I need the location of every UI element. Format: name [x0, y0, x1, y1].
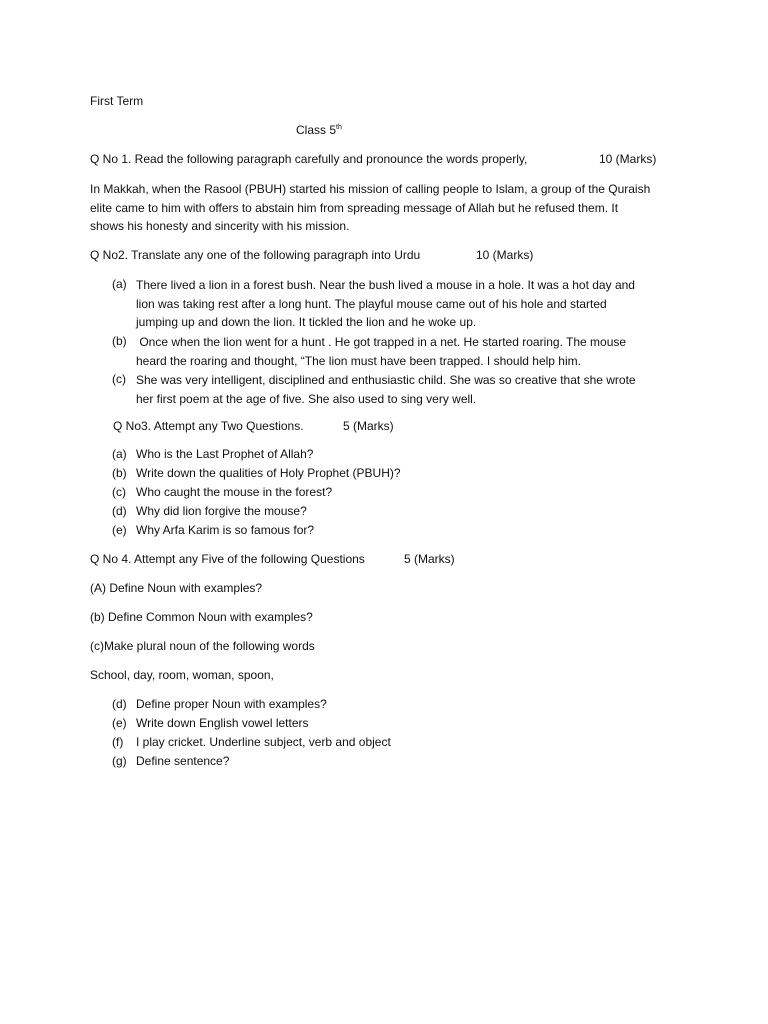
item-label: (b) [112, 334, 127, 348]
item-label: (f) [112, 735, 124, 749]
class-title [296, 122, 342, 138]
item-text: Write down the qualities of Holy Prophet (PBUH)? [136, 466, 401, 480]
item-text: Why Arfa Karim is so famous for? [136, 523, 315, 537]
item-line: She was very intelligent, disciplined and enthusiastic child. She was so creative that she wrote [136, 373, 636, 387]
q1-paragraph [90, 180, 650, 236]
q4-item-b: (b) Define Common Noun with examples? [90, 610, 313, 624]
item-text [136, 371, 636, 408]
q1-title: Q No 1. Read the following paragraph carefully and pronounce the words properly, [90, 152, 528, 166]
q3-title: Q No3. Attempt any Two Questions. [113, 419, 304, 433]
q4-item-c: (c)Make plural noun of the following words [90, 639, 315, 653]
term-title: First Term [90, 94, 144, 108]
item-line: Once when the lion went for a hunt . He got trapped in a net. He started roaring. The mouse [136, 335, 627, 349]
item-text: Who is the Last Prophet of Allah? [136, 447, 314, 461]
item-label: (b) [112, 466, 127, 480]
item-text [136, 276, 635, 332]
item-text [136, 333, 626, 370]
item-label: (c) [112, 485, 126, 499]
item-label: (a) [112, 447, 127, 461]
item-line: jumping up and down the lion. It tickled the lion and he woke up. [136, 315, 477, 329]
paragraph-line: In Makkah, when the Rasool (PBUH) started his mission of calling people to Islam, a group of the Quraish [90, 182, 651, 196]
class-superscript: th [336, 124, 342, 131]
q2-marks: 10 (Marks) [476, 248, 534, 262]
item-text: Define sentence? [136, 754, 230, 768]
q3-marks: 5 (Marks) [343, 419, 394, 433]
q4-marks: 5 (Marks) [404, 552, 455, 566]
class-label: Class 5 [296, 123, 337, 137]
q4-word-list: School, day, room, woman, spoon, [90, 668, 274, 682]
q4-title: Q No 4. Attempt any Five of the following Questions [90, 552, 365, 566]
item-line: There lived a lion in a forest bush. Near the bush lived a mouse in a hole. It was a hot day and [136, 278, 635, 292]
item-text: Write down English vowel letters [136, 716, 309, 730]
item-label: (e) [112, 523, 127, 537]
item-label: (a) [112, 277, 127, 291]
item-line: her first poem at the age of five. She also used to sing very well. [136, 391, 477, 406]
item-text: I play cricket. Underline subject, verb and object [136, 735, 391, 749]
q2-title: Q No2. Translate any one of the following paragraph into Urdu [90, 248, 421, 262]
paragraph-line: shows his honesty and sincerity with his mission. [90, 219, 350, 233]
item-text: Why did lion forgive the mouse? [136, 504, 307, 518]
item-label: (d) [112, 504, 127, 518]
item-label: (g) [112, 754, 127, 768]
item-text: Define proper Noun with examples? [136, 697, 327, 711]
item-label: (e) [112, 716, 127, 730]
item-label: (d) [112, 697, 127, 711]
item-line: heard the roaring and thought, “The lion must have been trapped. I should help him. [136, 353, 581, 368]
item-line: lion was taking rest after a long hunt. The playful mouse came out of his hole and started [136, 296, 607, 311]
q4-item-a: (A) Define Noun with examples? [90, 581, 263, 595]
paragraph-line: elite came to him with offers to abstain him from spreading message of Allah but he refused them. It [90, 200, 619, 215]
item-text: Who caught the mouse in the forest? [136, 485, 333, 499]
item-label: (c) [112, 372, 126, 386]
q1-marks: 10 (Marks) [599, 152, 657, 166]
